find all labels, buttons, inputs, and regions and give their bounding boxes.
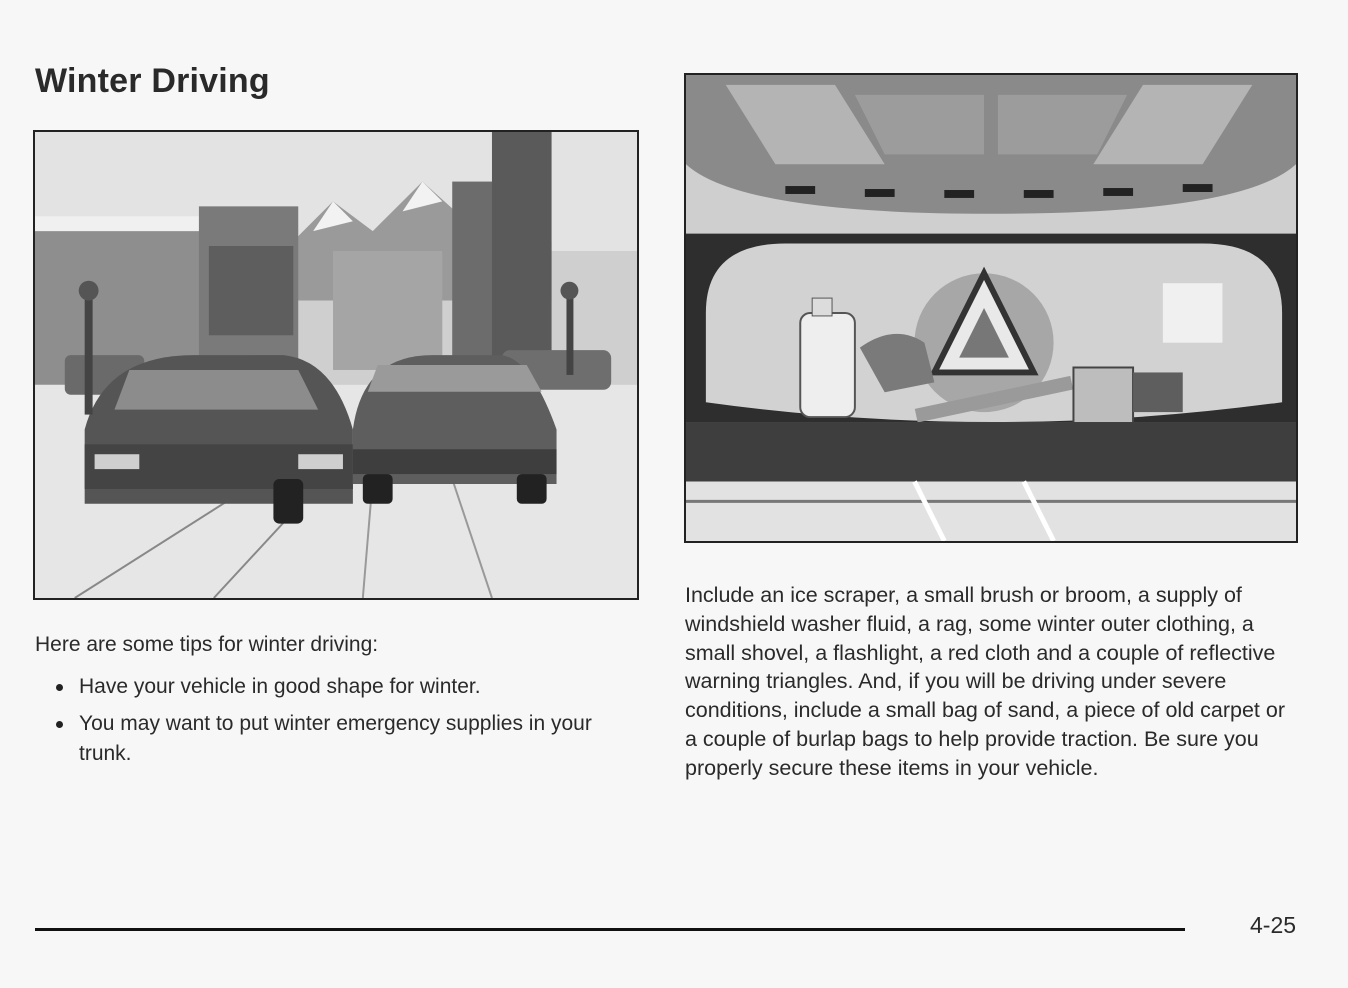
supplies-paragraph: Include an ice scraper, a small brush or broom, a supply of windshield washer fluid, a rag, some winter outer clothing, a small shovel, a flashlight, a red cloth and a couple of reflective warning triangles. And, if you will be driving under severe conditions, include a small bag of sand, a piece of old carpet or a couple of burlap bags to help provide traction. Be sure you properly secure these items in your vehicle. xyxy=(685,583,1285,780)
page-title: Winter Driving xyxy=(35,62,270,100)
intro-text: Here are some tips for winter driving: xyxy=(35,633,379,656)
trunk-supplies-illustration xyxy=(684,73,1298,543)
bullet-icon xyxy=(56,721,63,728)
footer-rule xyxy=(35,928,1185,931)
winter-street-cars-icon xyxy=(35,132,637,598)
trunk-emergency-supplies-icon xyxy=(686,75,1296,541)
bullet-icon xyxy=(56,684,63,691)
page-number: 4-25 xyxy=(1250,912,1297,938)
list-item xyxy=(43,709,643,769)
tip-text: You may want to put winter emergency supplies in your trunk. xyxy=(79,712,592,765)
list-item xyxy=(43,672,643,702)
winter-street-illustration xyxy=(33,130,639,600)
tips-list xyxy=(43,672,643,776)
tip-text: Have your vehicle in good shape for winter. xyxy=(79,675,481,698)
